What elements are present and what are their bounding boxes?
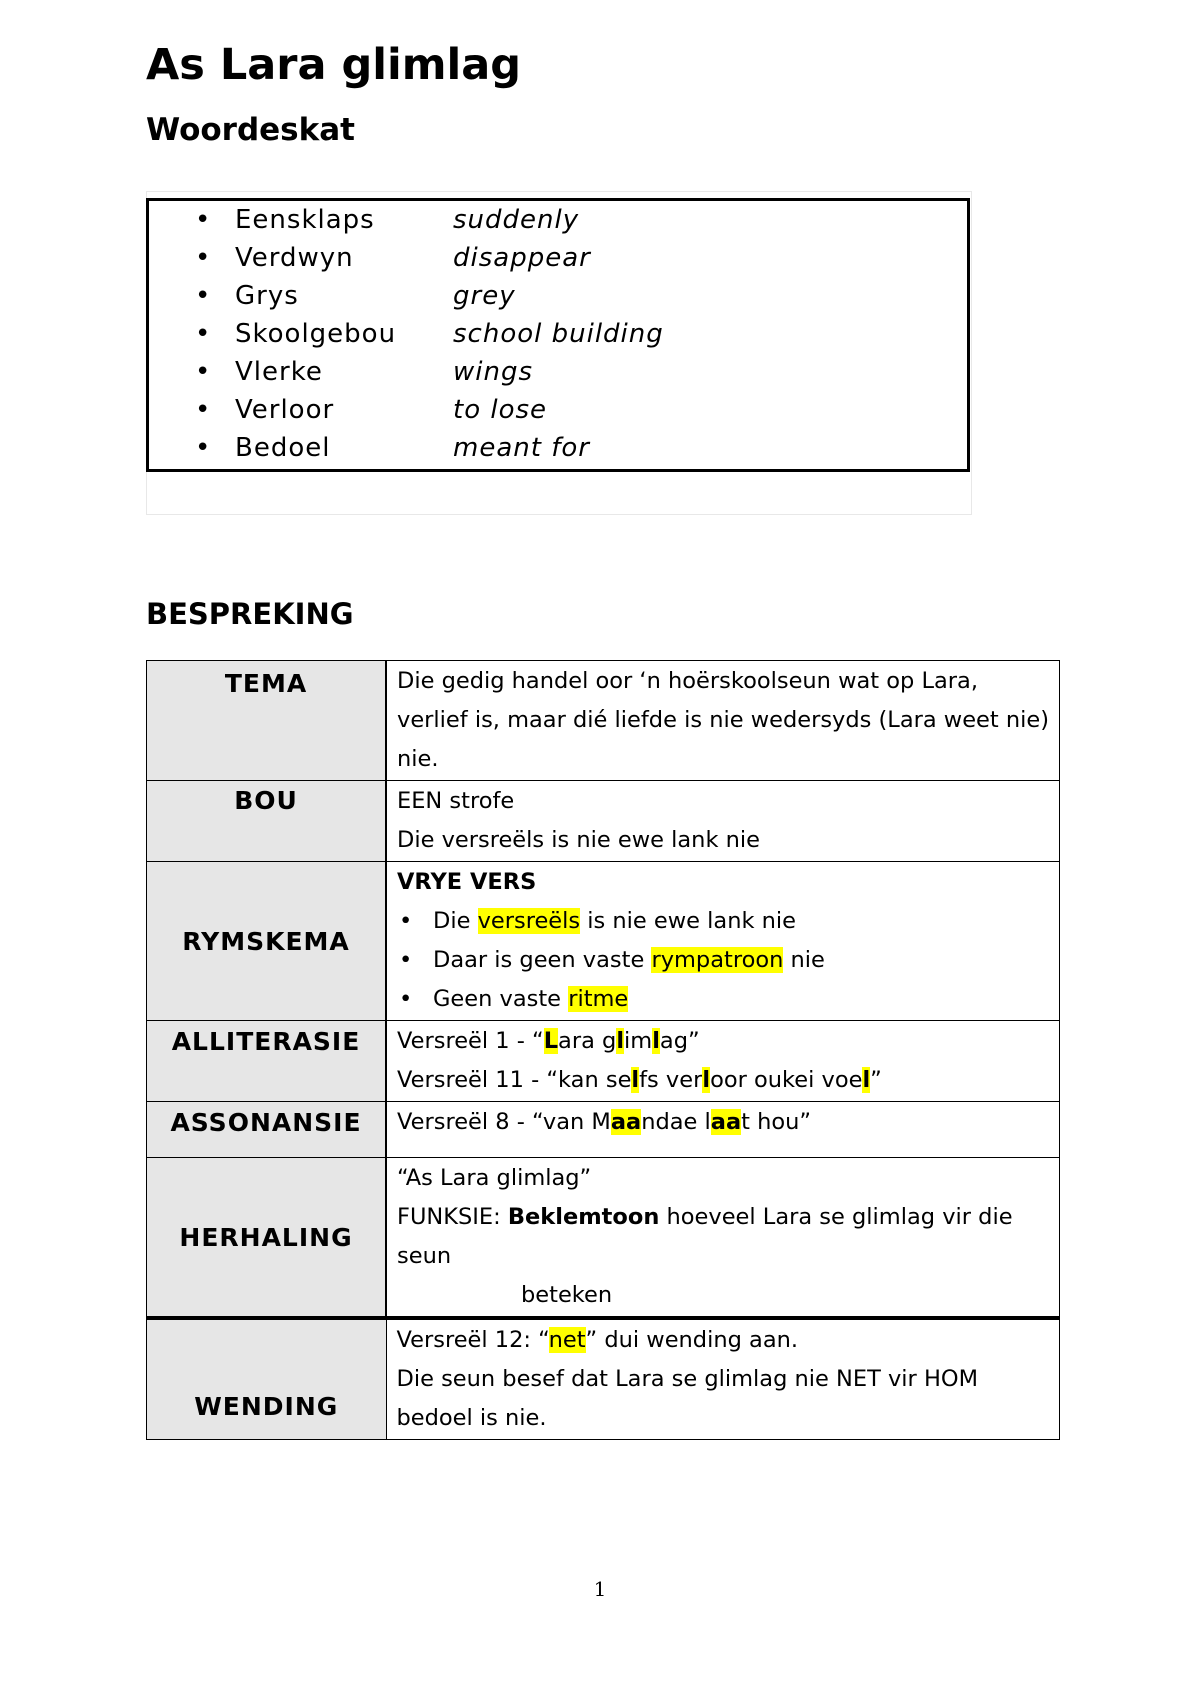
- highlight: ritme: [568, 986, 629, 1012]
- table-row: [147, 862, 1060, 1021]
- bullet-icon: •: [195, 433, 212, 463]
- table-row: [147, 781, 1060, 862]
- wending-line: Versreël 12: “net” dui wending aan.: [396, 1327, 799, 1353]
- bespreking-heading: BESPREKING: [146, 597, 354, 631]
- tema-text: Die gedig handel oor ‘n hoërskoolseun wat op Lara, verlief is, maar dié liefde is nie wedersyds (Lara weet nie) nie.: [386, 661, 1060, 781]
- rymskema-heading: VRYE VERS: [397, 869, 537, 895]
- list-item: • Geen vaste ritme: [397, 980, 1049, 1019]
- row-label-alliterasie: ALLITERASIE: [147, 1021, 387, 1102]
- row-label-herhaling: HERHALING: [147, 1158, 387, 1319]
- alliterasie-content: [386, 1021, 1060, 1102]
- table-row: [147, 661, 1060, 781]
- bou-line: EEN strofe: [397, 788, 515, 814]
- vocabulary-heading: Woordeskat: [146, 112, 355, 148]
- bullet-icon: •: [195, 395, 212, 425]
- vocab-word: Bedoel: [235, 433, 331, 463]
- bullet-icon: •: [195, 281, 212, 311]
- table-row: [147, 1318, 1060, 1440]
- alliterasie-line: Versreël 1 - “Lara glimlag”: [397, 1028, 700, 1054]
- highlight: l: [652, 1028, 660, 1054]
- vocab-word: Grys: [235, 281, 299, 311]
- table-row: [147, 1158, 1060, 1319]
- highlight: net: [548, 1327, 586, 1353]
- row-label-rymskema: RYMSKEMA: [147, 862, 387, 1021]
- vocab-translation: disappear: [453, 243, 591, 273]
- highlight: l: [631, 1067, 640, 1093]
- highlight: aa: [710, 1109, 742, 1135]
- bou-content: [386, 781, 1060, 862]
- highlight: l: [616, 1028, 625, 1054]
- table-row: [147, 1021, 1060, 1102]
- rymskema-list: [397, 902, 1049, 1019]
- assonansie-content: [386, 1102, 1060, 1158]
- highlight: versreëls: [477, 908, 581, 934]
- assonansie-line: Versreël 8 - “van Maandae laat hou”: [397, 1109, 812, 1135]
- wending-line: Die seun besef dat Lara se glimlag nie NET vir HOM bedoel is nie.: [396, 1366, 978, 1431]
- row-label-bou: BOU: [147, 781, 387, 862]
- vocab-translation: school building: [453, 319, 664, 349]
- bespreking-table: [146, 660, 1060, 1440]
- vocab-word: Verloor: [235, 395, 335, 425]
- table-row: [147, 1102, 1060, 1158]
- vocab-word: Eensklaps: [235, 205, 375, 235]
- row-label-assonansie: ASSONANSIE: [147, 1102, 387, 1158]
- vocab-word: Verdwyn: [235, 243, 354, 273]
- list-item: • Die versreëls is nie ewe lank nie: [397, 902, 1049, 941]
- page-number: 1: [593, 1577, 607, 1601]
- vocab-translation: wings: [453, 357, 534, 387]
- bullet-icon: •: [195, 319, 212, 349]
- herhaling-content: [386, 1158, 1060, 1319]
- alliterasie-line: Versreël 11 - “kan selfs verloor oukei voel”: [397, 1067, 882, 1093]
- wending-content: [386, 1318, 1060, 1440]
- herhaling-funksie: FUNKSIE: Beklemtoon hoeveel Lara se glimlag vir die seun: [397, 1204, 1013, 1269]
- vocab-translation: suddenly: [453, 205, 580, 235]
- highlight: l: [862, 1067, 871, 1093]
- row-label-wending: WENDING: [147, 1318, 387, 1440]
- herhaling-line: “As Lara glimlag”: [397, 1165, 592, 1191]
- highlight: aa: [610, 1109, 642, 1135]
- bullet-icon: •: [195, 243, 212, 273]
- vocab-word: Vlerke: [235, 357, 323, 387]
- rymskema-content: [386, 862, 1060, 1021]
- document-title: As Lara glimlag: [146, 40, 522, 90]
- herhaling-line: beteken: [521, 1282, 613, 1308]
- vocab-word: Skoolgebou: [235, 319, 397, 349]
- highlight: rympatroon: [651, 947, 784, 973]
- list-item: • Daar is geen vaste rympatroon nie: [397, 941, 1049, 980]
- highlight: L: [543, 1028, 559, 1054]
- row-label-tema: TEMA: [147, 661, 387, 781]
- vocab-translation: to lose: [453, 395, 548, 425]
- vocabulary-box: [146, 198, 970, 472]
- bou-line: Die versreëls is nie ewe lank nie: [397, 827, 760, 853]
- bullet-icon: •: [195, 205, 212, 235]
- vocab-translation: meant for: [453, 433, 590, 463]
- bullet-icon: •: [195, 357, 212, 387]
- highlight: l: [702, 1067, 711, 1093]
- vocab-translation: grey: [453, 281, 516, 311]
